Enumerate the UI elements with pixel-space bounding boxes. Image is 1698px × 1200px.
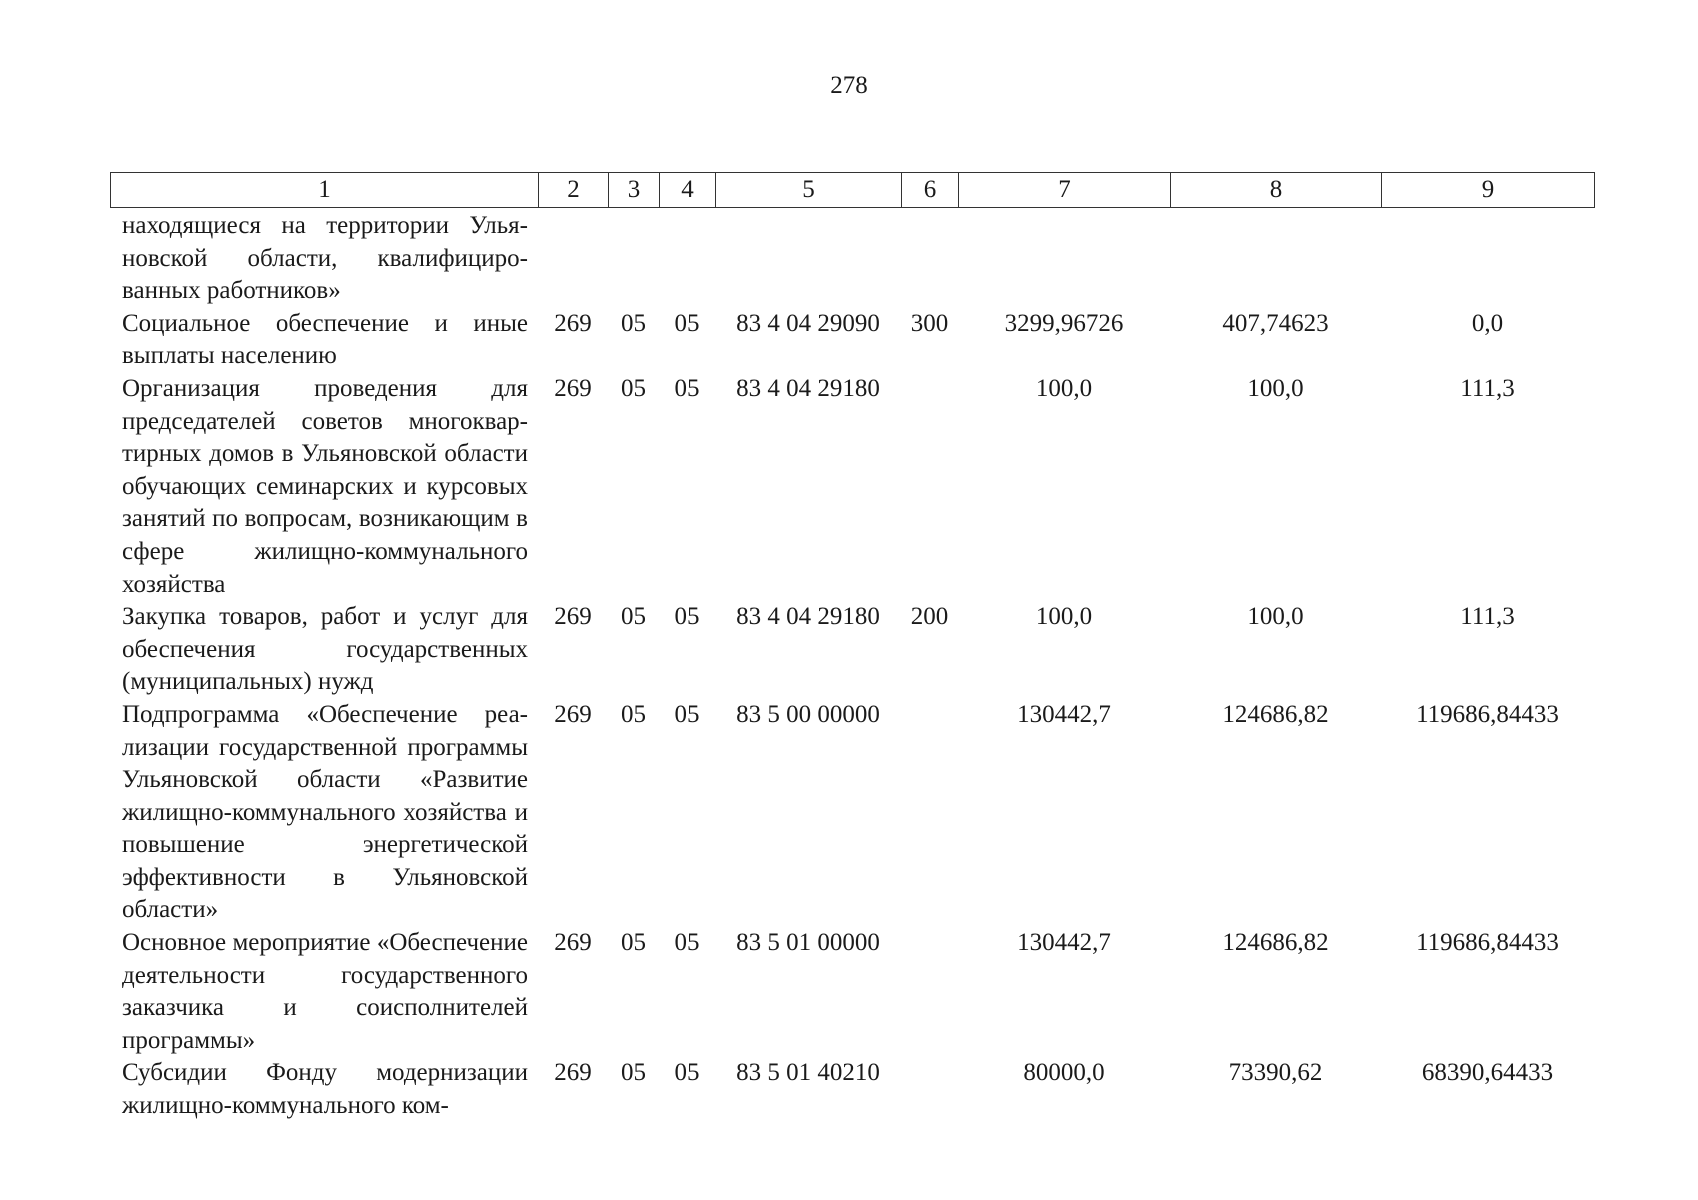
row-col-2: 269 (554, 700, 592, 728)
row-col-5: 83 4 04 29180 (736, 374, 880, 402)
row-col-4: 05 (674, 1059, 700, 1087)
row-name: Подпрограмма «Обеспечение реализации государственной программы Ульяновской области «Развитие жилищно-коммунального хозяйства и повышение энергетической эффективности в Ульяновской области» (122, 700, 528, 924)
row-col-9: 119686,84433 (1416, 700, 1559, 728)
row-col-3: 05 (621, 1059, 646, 1087)
row-col-2: 269 (554, 603, 592, 631)
column-header-8: 8 (1171, 173, 1382, 208)
row-col-6: 300 (910, 309, 949, 337)
row-col-6 (901, 210, 958, 308)
row-col-3 (608, 210, 659, 308)
row-name: Закупка товаров, работ и услуг для обеспечения государственных (муниципальных) нужд (122, 603, 528, 696)
row-col-8: 73390,62 (1228, 1059, 1323, 1087)
row-col-3: 05 (621, 374, 646, 402)
row-col-9: 68390,64433 (1421, 1059, 1554, 1087)
row-col-7 (958, 210, 1170, 308)
table-row (110, 1057, 1594, 1122)
row-col-4: 05 (674, 929, 700, 957)
row-name: Субсидии Фонду модернизации жилищно-коммунального ком- (122, 1059, 528, 1120)
row-col-9: 0,0 (1471, 309, 1504, 337)
column-header-4: 4 (660, 173, 716, 208)
row-col-6 (901, 1057, 958, 1122)
row-col-7: 100,0 (1035, 374, 1093, 402)
row-col-6: 200 (910, 603, 949, 631)
row-col-4: 05 (674, 374, 700, 402)
row-name: Организация проведения для председателей советов многоквартирных домов в Ульяновской области обучающих семинарских и курсовых занятий по вопросам, возникающим в сфере жилищно-коммунального хозяйства (122, 374, 528, 598)
row-col-7: 100,0 (1035, 603, 1093, 631)
table-row (110, 210, 1594, 308)
row-name: Социальное обеспечение и иные выплаты населению (122, 309, 528, 370)
row-col-8: 124686,82 (1222, 929, 1329, 957)
row-col-2: 269 (554, 309, 592, 337)
row-col-5: 83 5 01 40210 (736, 1059, 880, 1087)
row-name: Основное мероприятие «Обеспечение деятельности государственного заказчика и соисполнителей программы» (122, 929, 528, 1054)
row-col-7: 130442,7 (1017, 929, 1111, 957)
row-col-2: 269 (554, 929, 592, 957)
column-header-7: 7 (959, 173, 1171, 208)
column-header-row (111, 173, 1595, 208)
table-body (110, 210, 1594, 1123)
row-col-4 (659, 210, 715, 308)
table-row (110, 699, 1594, 927)
row-col-6 (901, 927, 958, 1057)
row-name: находящиеся на территории Ульяновской области, квалифицированных работников» (122, 212, 528, 305)
row-col-4: 05 (674, 603, 700, 631)
row-col-3: 05 (621, 929, 646, 957)
column-header-1: 1 (111, 173, 539, 208)
row-col-2: 269 (554, 374, 592, 402)
row-col-5: 83 4 04 29090 (736, 309, 880, 337)
row-col-8: 407,74623 (1222, 309, 1329, 337)
table-row (110, 373, 1594, 601)
row-col-4: 05 (674, 309, 700, 337)
row-col-8: 100,0 (1247, 603, 1304, 631)
row-col-4: 05 (674, 700, 700, 728)
row-col-9: 119686,84433 (1416, 929, 1559, 957)
row-col-9 (1381, 210, 1594, 308)
row-col-5: 83 5 00 00000 (736, 700, 880, 728)
row-col-5: 83 5 01 00000 (736, 929, 880, 957)
row-col-8: 100,0 (1247, 374, 1304, 402)
table-row (110, 601, 1594, 699)
row-col-8 (1170, 210, 1381, 308)
row-col-2: 269 (554, 1059, 592, 1087)
row-col-3: 05 (621, 603, 646, 631)
row-col-9: 111,3 (1460, 374, 1515, 402)
column-header-3: 3 (609, 173, 660, 208)
column-header-5: 5 (716, 173, 902, 208)
column-header-9: 9 (1382, 173, 1595, 208)
column-header-6: 6 (902, 173, 959, 208)
row-col-3: 05 (621, 309, 646, 337)
row-col-7: 3299,96726 (1004, 309, 1124, 337)
column-header-2: 2 (539, 173, 609, 208)
row-col-3: 05 (621, 700, 646, 728)
table-row (110, 308, 1594, 373)
row-col-2 (538, 210, 608, 308)
table-row (110, 927, 1594, 1057)
row-col-6 (901, 373, 958, 601)
row-col-5: 83 4 04 29180 (736, 603, 880, 631)
row-col-6 (901, 699, 958, 927)
column-header-table (110, 172, 1595, 208)
row-col-5 (715, 210, 901, 308)
row-col-7: 130442,7 (1017, 700, 1111, 728)
row-col-9: 111,3 (1460, 603, 1515, 631)
page-number: 278 (830, 72, 868, 99)
row-col-7: 80000,0 (1023, 1059, 1105, 1087)
row-col-8: 124686,82 (1222, 700, 1329, 728)
